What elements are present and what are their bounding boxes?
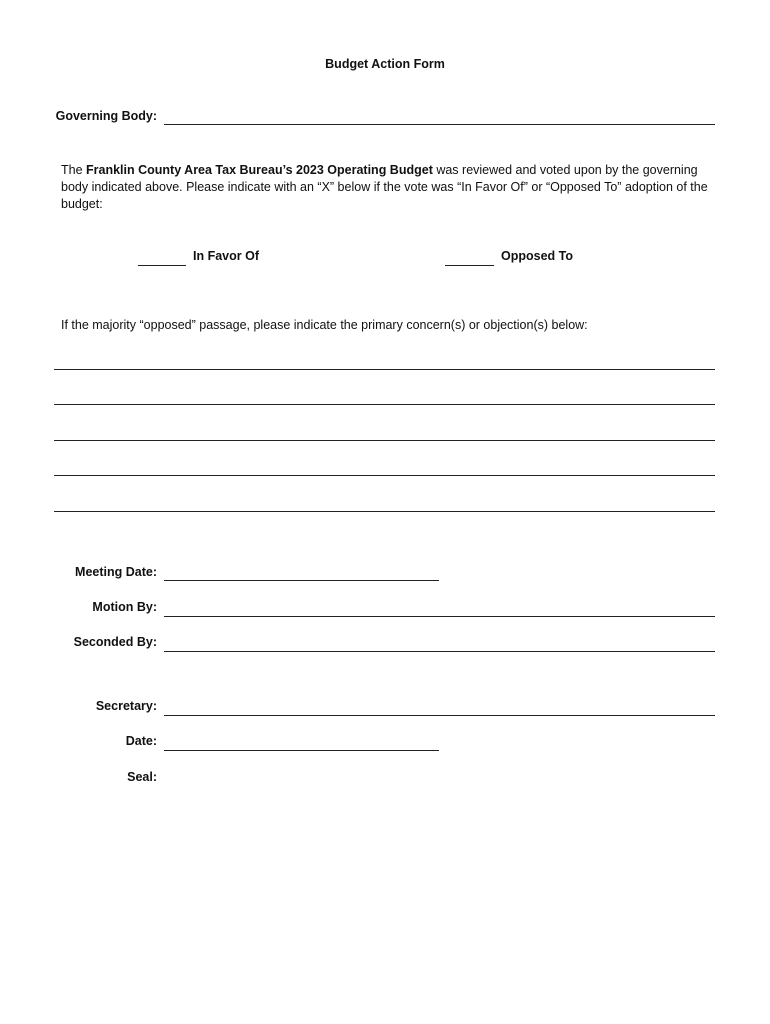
intro-bold-budget: Franklin County Area Tax Bureau’s 2023 Operating Budget [86,163,433,177]
form-title: Budget Action Form [325,57,445,71]
seconded-by-label: Seconded By: [73,635,157,649]
concern-line-1[interactable] [54,369,715,370]
governing-body-field[interactable] [164,110,715,125]
motion-by-label: Motion By: [92,600,157,614]
opposed-mark-line[interactable] [445,265,494,266]
seal-label: Seal: [127,770,157,784]
concern-line-5[interactable] [54,511,715,512]
concern-line-3[interactable] [54,440,715,441]
concern-line-4[interactable] [54,475,715,476]
meeting-date-field[interactable] [164,580,439,581]
meeting-date-label: Meeting Date: [75,565,157,579]
date-label: Date: [125,734,157,748]
intro-prefix: The [61,163,87,177]
in-favor-mark-line[interactable] [138,265,186,266]
intro-paragraph [61,162,721,213]
concerns-prompt: If the majority “opposed” passage, please indicate the primary concern(s) or objection(s) below: [61,318,588,332]
intro-suffix: was reviewed and voted upon by the governing body indicated above. Please indicate with an “X” below if the vote was “In Favor Of” or “Opposed To” adoption of the budget: [61,163,708,211]
opposed-label: Opposed To [501,249,573,263]
seconded-by-field[interactable] [164,651,715,652]
motion-by-field[interactable] [164,616,715,617]
secretary-field[interactable] [164,715,715,716]
governing-body-label: Governing Body: [55,109,157,123]
date-field[interactable] [164,750,439,751]
in-favor-label: In Favor Of [193,249,259,263]
secretary-label: Secretary: [95,699,157,713]
concern-line-2[interactable] [54,404,715,405]
